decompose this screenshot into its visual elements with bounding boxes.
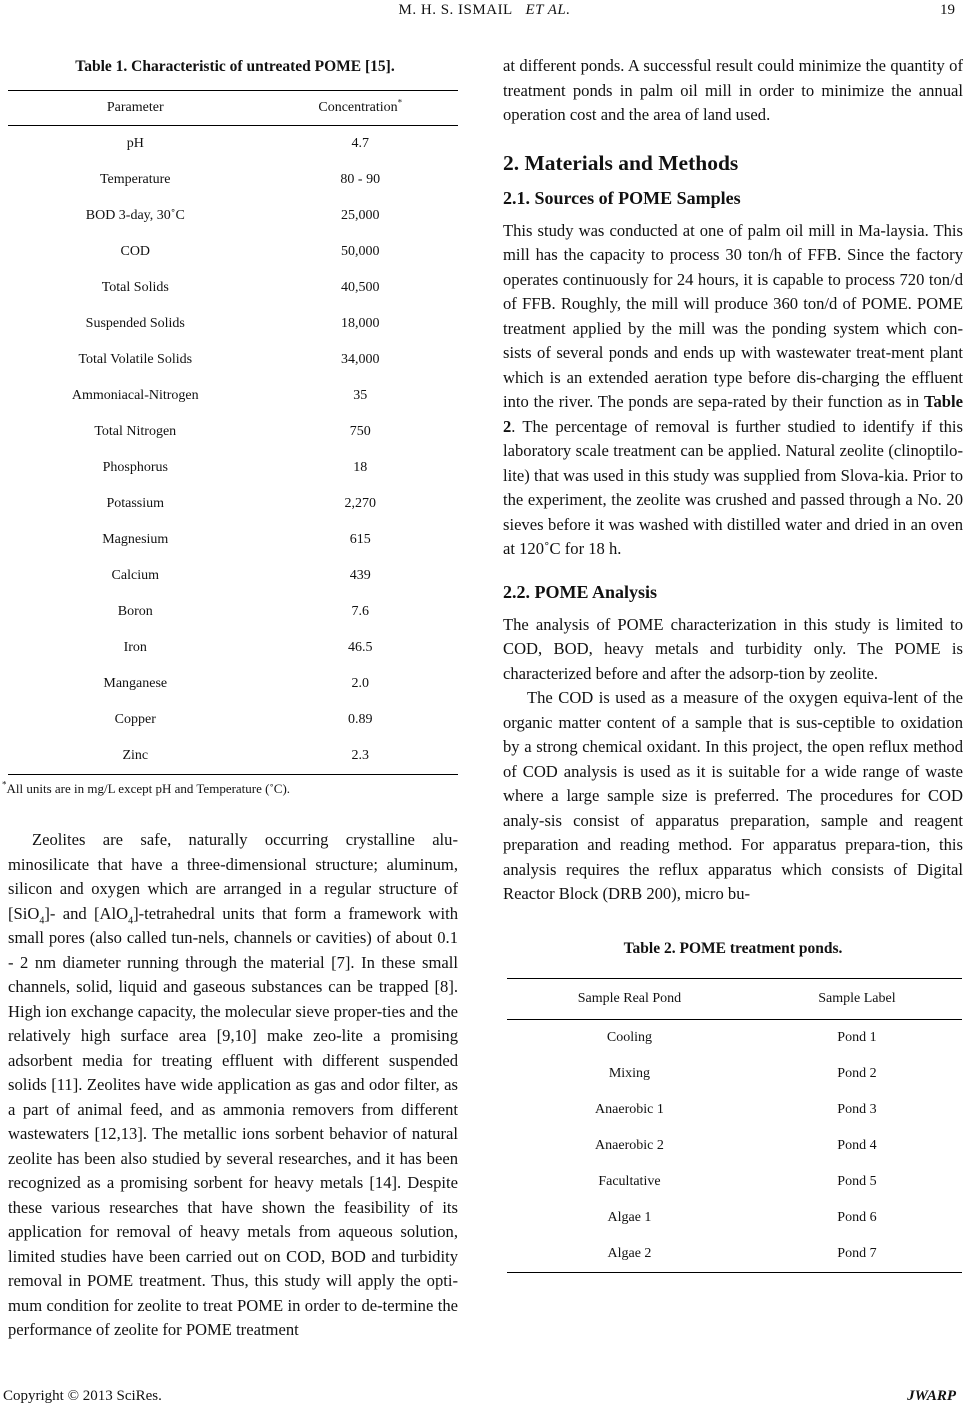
left-paragraph: Zeolites are safe, naturally occurring crystalline alu-minosilicate that have a three-dimensional structure; aluminum, silicon and oxygen which are arranged in a regular structure of [SiO$_4$]- and [AlO$_4$]-tetrahedral units that form a framework with small pores (also called tun-nels, channels or cavities) of about 0.1 - 2 nm diameter running through the material [7]. In these small channels, solid, liquid and gaseous substances can be trapped [8]. High ion exchange capacity, the molecular sieve proper-ties and the relatively high surface area [9,10] make zeo-lite a promising adsorbent media for treating effluent with different suspended solids [11]. Zeolites have wide application as gas and odor filter, as a part of animal feed, and as ammonia removers from different wastewaters [12,13]. The metallic ions sorbent behavior of natural zeolite has been also studied by several researches, and it has been recognized as a promising sorbent for heavy metals [14]. Despite these various researches that have shown the feasibility of its application for removal of heavy metals from aqueous solution, limited studies have been carried out on COD, BOD and turbidity removal in POME treatment. Thus, this study will apply the opti-mum condition for zeolite to treat POME in order to de-termine the performance of zeolite for POME treatment — [8, 830, 458, 1339]
table1-row — [8, 594, 458, 630]
table2-row — [507, 1200, 962, 1236]
note-mark: * — [2, 779, 7, 790]
copyright: Copyright © 2013 SciRes. — [3, 1388, 162, 1404]
concentration-cell: 4.7 — [351, 136, 370, 151]
table2-row — [507, 1019, 962, 1056]
table1-row — [8, 450, 458, 486]
pond-cell: Mixing — [608, 1065, 651, 1081]
parameter-cell: Boron — [117, 604, 153, 619]
table1 — [8, 90, 458, 775]
table2-row — [507, 1164, 962, 1200]
table2 — [507, 978, 962, 1273]
journal-name: JWARP — [907, 1388, 956, 1404]
table1-row — [8, 198, 458, 234]
parameter-cell: Phosphorus — [102, 460, 168, 475]
page-number: 19 — [940, 2, 955, 18]
table1-row — [8, 558, 458, 594]
concentration-cell: 25,000 — [341, 208, 380, 223]
table1-row — [8, 378, 458, 414]
parameter-cell: Total Volatile Solids — [78, 352, 193, 367]
concentration-cell: 0.89 — [348, 712, 373, 727]
note-text: All units are in mg/L except pH and Temperature (˚C). — [6, 781, 291, 796]
label-cell: Pond 2 — [837, 1065, 877, 1081]
concentration-cell: 40,500 — [341, 280, 380, 295]
table1-row — [8, 162, 458, 198]
parameter-cell: Potassium — [106, 496, 165, 511]
author-name: M. H. S. ISMAIL — [398, 2, 513, 18]
table1-header-row — [8, 91, 458, 126]
parameter-cell: Calcium — [111, 568, 159, 583]
parameter-cell: Iron — [123, 640, 147, 655]
table1-row — [8, 342, 458, 378]
table1-row — [8, 234, 458, 270]
parameter-cell: COD — [120, 244, 151, 259]
parameter-cell: BOD 3-day, 30˚C — [85, 208, 185, 223]
label-cell: Pond 7 — [752, 1236, 962, 1273]
concentration-cell: 7.6 — [351, 604, 370, 619]
running-header — [0, 2, 969, 24]
parameter-cell: Zinc — [8, 738, 263, 775]
table2-row — [507, 1092, 962, 1128]
table1-body — [8, 126, 458, 775]
table1-note — [2, 781, 458, 797]
table1-caption: Table 1. Characteristic of untreated POME [15]. — [75, 58, 395, 75]
et-al: ET AL. — [525, 2, 571, 18]
table1-row — [8, 738, 458, 775]
parameter-cell: pH — [126, 136, 144, 151]
left-column — [2, 58, 458, 1343]
label-cell: Pond 5 — [837, 1173, 877, 1189]
table1-row — [8, 630, 458, 666]
table2-ref: Table 2 — [503, 392, 963, 436]
paragraph-2-1: This study was conducted at one of palm oil mill in Ma-laysia. This mill has the capacity to process 30 ton/h of FFB. Since the factory operates continuously for 24 hours, it is capable to process 720 ton/d of FFB. Roughly, the mill will produce 360 ton/d of POME. POME treatment applied by the mill was the ponding system which con-sists of several ponds and ends up with wastewater treat-ment plant which is an extended aeration type before dis-charging the effluent into the river. The ponds are sepa-rated by their function as in Table 2. The percentage of removal is further studied to identify if this laboratory scale treatment can be applied. Natural zeolite (clinoptilo-lite) that was used in this study was supplied from Slova-kia. Prior to the experiment, the zeolite was crushed and passed through a No. 20 sieves before it was washed with distilled water and dried in an oven at 120˚C for 18 h. — [503, 220, 963, 558]
label-cell: Pond 3 — [837, 1101, 877, 1117]
concentration-cell: 35 — [353, 388, 368, 403]
table1-col-parameter: Parameter — [8, 91, 263, 126]
table2-row — [507, 1128, 962, 1164]
parameter-cell: Total Nitrogen — [94, 424, 177, 439]
table2-body — [507, 1019, 962, 1272]
concentration-cell: 2,270 — [344, 496, 377, 511]
parameter-cell: Manganese — [103, 676, 168, 691]
table2-header-row — [507, 978, 962, 1019]
concentration-cell: 18 — [353, 460, 368, 475]
concentration-cell: 18,000 — [341, 316, 380, 331]
label-cell: Pond 1 — [837, 1029, 877, 1045]
concentration-cell: 2.3 — [263, 738, 458, 775]
parameter-cell: Magnesium — [102, 532, 169, 547]
table1-row — [8, 702, 458, 738]
table1-row — [8, 270, 458, 306]
concentration-cell: 2.0 — [351, 676, 370, 691]
concentration-cell: 34,000 — [341, 352, 380, 367]
table1-col-concentration — [263, 91, 458, 126]
concentration-cell: 615 — [349, 532, 371, 547]
label-cell: Pond 4 — [837, 1137, 877, 1153]
pond-cell: Facultative — [598, 1173, 661, 1189]
parameter-cell: Suspended Solids — [85, 316, 185, 331]
pond-cell: Anaerobic 2 — [595, 1137, 664, 1153]
table1-row — [8, 486, 458, 522]
table2-caption: Table 2. POME treatment ponds. — [623, 939, 843, 957]
right-column — [503, 58, 963, 1273]
table2-row — [507, 1056, 962, 1092]
parameter-cell: Total Solids — [101, 280, 169, 295]
table2-col-label: Sample Label — [752, 978, 962, 1019]
table1-row — [8, 306, 458, 342]
parameter-cell: Ammoniacal-Nitrogen — [71, 388, 199, 403]
table1-row — [8, 666, 458, 702]
table2-row — [507, 1236, 962, 1273]
parameter-cell: Temperature — [99, 172, 171, 187]
table1-row — [8, 522, 458, 558]
parameter-cell: Copper — [114, 712, 156, 727]
pond-cell: Algae 2 — [507, 1236, 752, 1273]
table2-col-pond: Sample Real Pond — [507, 978, 752, 1019]
concentration-cell: 80 - 90 — [340, 172, 381, 187]
section-heading-2: 2. Materials and Methods — [503, 150, 739, 175]
table1-row — [8, 414, 458, 450]
concentration-cell: 750 — [349, 424, 371, 439]
concentration-mark: * — [397, 97, 403, 108]
pond-cell: Cooling — [606, 1029, 653, 1045]
running-title — [0, 2, 969, 19]
paragraph-2-2b: The COD is used as a measure of the oxygen equiva-lent of the organic matter content of a sample that is sus-ceptible to oxidation by a strong chemical oxidant. In this project, the open reflux method of COD analysis is used as it is suitable for a wide range of waste where a large sample size is preferred. The procedures for COD analy-sis consist of apparatus preparation, sample and reagent preparation and reading method. For apparatus prepara-tion, this analysis requires the reflux apparatus which consists of Digital Reactor Block (DRB 200), micro bu- — [503, 688, 963, 903]
continued-paragraph: at different ponds. A successful result could minimize the quantity of treatment ponds in palm oil mill in order to minimize the annual operation cost and the area of land used. — [503, 56, 963, 124]
label-cell: Pond 6 — [837, 1209, 877, 1225]
concentration-cell: 439 — [349, 568, 371, 583]
pond-cell: Algae 1 — [607, 1209, 652, 1225]
subsection-heading-2-2: 2.2. POME Analysis — [503, 581, 658, 602]
paragraph-2-2a: The analysis of POME characterization in this study is limited to COD, BOD, heavy metals and turbidity only. The POME is characterized before and after the adsorp-tion by zeolite. — [503, 614, 963, 683]
concentration-cell: 46.5 — [348, 640, 373, 655]
subsection-heading-2-1: 2.1. Sources of POME Samples — [503, 187, 741, 208]
pond-cell: Anaerobic 1 — [595, 1101, 664, 1117]
concentration-cell: 50,000 — [341, 244, 380, 259]
table1-row — [8, 126, 458, 163]
concentration-label: Concentration — [318, 100, 398, 115]
